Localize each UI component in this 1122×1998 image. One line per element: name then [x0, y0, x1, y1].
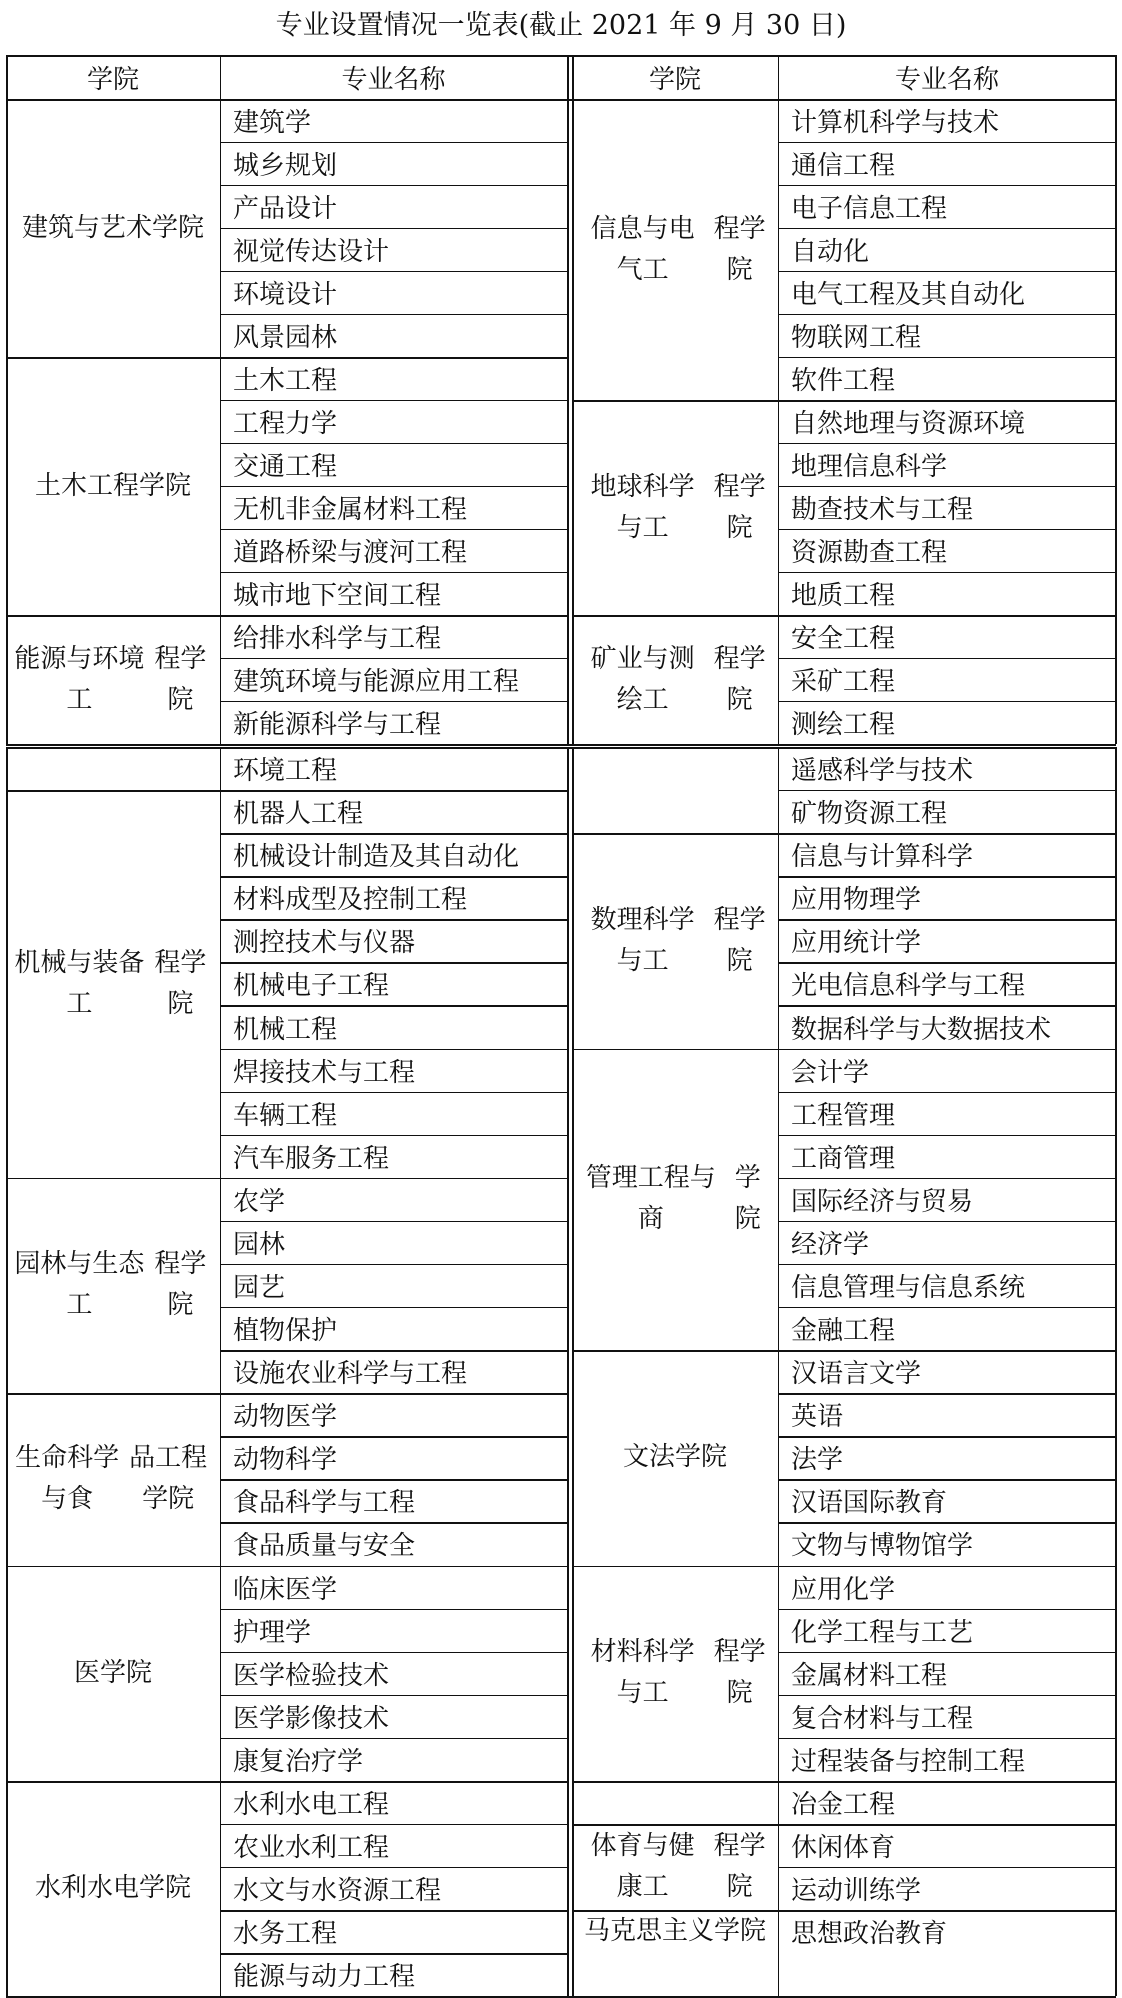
major-name-cell: 通信工程 [791, 151, 896, 181]
college-name-line: 机械与装备工 [14, 947, 145, 1019]
row-divider [220, 1824, 567, 1825]
table-border [6, 55, 8, 744]
major-name-cell: 机械电子工程 [233, 971, 390, 1002]
college-cell [572, 99, 778, 400]
major-name-cell: 园艺 [233, 1272, 286, 1303]
group-divider [572, 1910, 1116, 1912]
table-border [6, 55, 1116, 57]
group-divider [6, 1781, 567, 1783]
row-divider [778, 1609, 1116, 1610]
row-divider [220, 142, 567, 143]
college-cell [6, 357, 220, 615]
row-divider [220, 185, 567, 186]
major-name-cell: 汉语言文学 [791, 1359, 922, 1390]
major-name-cell: 勘查技术与工程 [791, 495, 974, 525]
major-name-cell: 园林 [233, 1229, 286, 1260]
college-name-line: 数理科学与工 [590, 904, 695, 976]
college-name-line: 马克思主义学 [583, 1916, 740, 1947]
major-name-cell: 金属材料工程 [791, 1660, 948, 1691]
college-name-line: 管理工程与商 [585, 1163, 716, 1235]
college-cell [6, 1393, 220, 1565]
college-cell [572, 833, 778, 1048]
row-divider [220, 1307, 567, 1308]
major-name-cell: 应用统计学 [791, 928, 922, 959]
major-name-cell: 水利水电工程 [233, 1789, 390, 1820]
major-name-cell: 能源与动力工程 [233, 1962, 416, 1993]
major-name-cell: 工程管理 [791, 1100, 896, 1131]
row-divider [778, 529, 1116, 530]
row-divider [220, 1135, 567, 1136]
college-cell [572, 1781, 778, 1824]
college-name-line: 土木工程学院 [34, 470, 191, 501]
major-name-cell: 水文与水资源工程 [233, 1876, 442, 1907]
group-divider [6, 357, 567, 359]
row-divider [220, 919, 567, 920]
group-divider [572, 1566, 1116, 1568]
row-divider [220, 1436, 567, 1437]
group-divider [6, 615, 567, 617]
row-divider [778, 1178, 1116, 1179]
row-divider [778, 443, 1116, 444]
major-name-cell: 交通工程 [233, 452, 338, 482]
major-name-cell: 农学 [233, 1186, 286, 1217]
college-name-line: 地球科学与工 [590, 471, 695, 543]
row-divider [220, 1652, 567, 1653]
group-divider [572, 400, 1116, 402]
row-divider [778, 1221, 1116, 1222]
grid-line-v [572, 55, 574, 744]
row-divider [778, 962, 1116, 963]
major-name-cell: 国际经济与贸易 [791, 1186, 974, 1217]
row-divider [778, 142, 1116, 143]
major-name-cell: 安全工程 [791, 624, 896, 654]
major-name-cell: 无机非金属材料工程 [233, 495, 468, 525]
table-border [6, 747, 1116, 749]
major-name-cell: 食品质量与安全 [233, 1531, 416, 1562]
major-name-cell: 植物保护 [233, 1316, 338, 1347]
major-name-cell: 休闲体育 [791, 1833, 896, 1864]
row-divider [778, 1393, 1116, 1394]
row-divider [220, 1092, 567, 1093]
grid-line-v [778, 747, 779, 1996]
row-divider [778, 1652, 1116, 1653]
major-name-cell: 软件工程 [791, 366, 896, 396]
header-divider [6, 99, 1116, 101]
row-divider [778, 658, 1116, 659]
major-name-cell: 地质工程 [791, 581, 896, 611]
grid-line-v [572, 747, 574, 1996]
row-divider [220, 833, 567, 834]
row-divider [220, 1910, 567, 1911]
table-border [1115, 747, 1117, 1996]
major-name-cell: 动物医学 [233, 1402, 338, 1433]
major-name-cell: 康复治疗学 [233, 1746, 364, 1777]
row-divider [778, 701, 1116, 702]
major-name-cell: 环境设计 [233, 280, 338, 310]
row-divider [778, 1436, 1116, 1437]
row-divider [220, 1609, 567, 1610]
major-name-cell: 建筑环境与能源应用工程 [233, 667, 520, 697]
row-divider [778, 1479, 1116, 1480]
row-divider [220, 228, 567, 229]
college-name-line: 程学院 [713, 1637, 766, 1709]
college-name-line: 院 [178, 212, 205, 243]
college-cell [6, 99, 220, 357]
row-divider [778, 1264, 1116, 1265]
college-cell [572, 1566, 778, 1781]
group-divider [572, 833, 1116, 835]
major-name-cell: 道路桥梁与渡河工程 [233, 538, 468, 568]
row-divider [778, 314, 1116, 315]
major-name-cell: 设施农业科学与工程 [233, 1359, 468, 1390]
group-divider [6, 1566, 567, 1568]
major-name-cell: 地理信息科学 [791, 452, 948, 482]
college-cell [572, 747, 778, 833]
college-name-line: 程学院 [154, 947, 207, 1019]
college-cell [6, 1781, 220, 1996]
group-divider [572, 1350, 1116, 1352]
major-name-cell: 环境工程 [233, 756, 338, 787]
major-name-cell: 机器人工程 [233, 799, 364, 830]
major-name-cell: 电子信息工程 [791, 194, 948, 224]
row-divider [220, 486, 567, 487]
major-name-cell: 复合材料与工程 [791, 1703, 974, 1734]
college-name-line: 信息与电气工 [590, 213, 695, 285]
row-divider [220, 1953, 567, 1954]
major-name-cell: 金融工程 [791, 1316, 896, 1347]
header-college-right: 学院 [648, 64, 701, 95]
major-name-cell: 文物与博物馆学 [791, 1531, 974, 1562]
major-name-cell: 产品设计 [233, 194, 338, 224]
major-name-cell: 汉语国际教育 [791, 1488, 948, 1519]
group-divider [572, 1824, 1116, 1826]
row-divider [220, 1005, 567, 1006]
major-name-cell: 土木工程 [233, 366, 338, 396]
college-name-line: 生命科学与食 [15, 1443, 120, 1515]
college-name-line: 程学院 [713, 471, 766, 543]
grid-line-v [220, 55, 221, 744]
header-college-left: 学院 [86, 64, 139, 95]
major-name-cell: 数据科学与大数据技术 [791, 1014, 1052, 1045]
row-divider [220, 1049, 567, 1050]
major-name-cell: 遥感科学与技术 [791, 756, 974, 787]
major-name-cell: 自动化 [791, 237, 870, 267]
major-name-cell: 城市地下空间工程 [233, 581, 442, 611]
row-divider [220, 701, 567, 702]
college-cell [572, 1910, 778, 1953]
row-divider [778, 1005, 1116, 1006]
major-name-cell: 给排水科学与工程 [233, 624, 442, 654]
group-divider [6, 1178, 567, 1180]
college-name-line: 园林与生态工 [14, 1249, 145, 1321]
major-name-cell: 采矿工程 [791, 667, 896, 697]
college-name-line: 程学院 [154, 1249, 207, 1321]
row-divider [220, 1264, 567, 1265]
major-name-cell: 新能源科学与工程 [233, 710, 442, 740]
major-name-cell: 自然地理与资源环境 [791, 409, 1026, 439]
major-name-cell: 信息管理与信息系统 [791, 1272, 1026, 1303]
major-name-cell: 法学 [791, 1445, 844, 1476]
major-name-cell: 电气工程及其自动化 [791, 280, 1026, 310]
major-name-cell: 食品科学与工程 [233, 1488, 416, 1519]
major-name-cell: 经济学 [791, 1229, 870, 1260]
college-cell [6, 790, 220, 1178]
major-name-cell: 物联网工程 [791, 323, 922, 353]
major-name-cell: 应用化学 [791, 1574, 896, 1605]
row-divider [220, 1221, 567, 1222]
row-divider [778, 1307, 1116, 1308]
row-divider [778, 876, 1116, 877]
major-name-cell: 视觉传达设计 [233, 237, 390, 267]
row-divider [778, 1135, 1116, 1136]
college-cell [572, 400, 778, 615]
row-divider [220, 400, 567, 401]
major-name-cell: 材料成型及控制工程 [233, 885, 468, 916]
row-divider [220, 1738, 567, 1739]
college-cell [6, 615, 220, 744]
college-name-line: 程学院 [154, 643, 207, 715]
major-name-cell: 工商管理 [791, 1143, 896, 1174]
row-divider [778, 572, 1116, 573]
major-name-cell: 冶金工程 [791, 1789, 896, 1820]
row-divider [778, 1867, 1116, 1868]
major-name-cell: 医学影像技术 [233, 1703, 390, 1734]
header-major-right: 专业名称 [894, 64, 999, 95]
major-name-cell: 动物科学 [233, 1445, 338, 1476]
major-name-cell: 水务工程 [233, 1919, 338, 1950]
major-name-cell: 英语 [791, 1402, 844, 1433]
table-border [6, 747, 8, 1996]
college-name-line: 程学院 [713, 904, 766, 976]
major-name-cell: 临床医学 [233, 1574, 338, 1605]
grid-line-v [778, 55, 779, 744]
row-divider [220, 1867, 567, 1868]
college-name-line: 体育与健康工 [590, 1831, 695, 1903]
major-name-cell: 护理学 [233, 1617, 312, 1648]
row-divider [778, 1695, 1116, 1696]
major-name-cell: 资源勘查工程 [791, 538, 948, 568]
college-name-line: 程学院 [713, 1831, 766, 1903]
row-divider [778, 790, 1116, 791]
major-name-cell: 会计学 [791, 1057, 870, 1088]
document-title: 专业设置情况一览表(截止 2021 年 9 月 30 日) [275, 10, 847, 41]
major-name-cell: 农业水利工程 [233, 1833, 390, 1864]
row-divider [220, 314, 567, 315]
major-name-cell: 车辆工程 [233, 1100, 338, 1131]
major-name-cell: 建筑学 [233, 108, 312, 138]
major-name-cell: 应用物理学 [791, 885, 922, 916]
major-name-cell: 化学工程与工艺 [791, 1617, 974, 1648]
table-border [1115, 55, 1117, 744]
header-major-left: 专业名称 [341, 64, 446, 95]
group-divider [572, 615, 1116, 617]
major-name-cell: 过程装备与控制工程 [791, 1746, 1026, 1777]
college-name-line: 文法学院 [622, 1442, 727, 1473]
major-name-cell: 风景园林 [233, 323, 338, 353]
row-divider [778, 1522, 1116, 1523]
grid-line-v [567, 55, 569, 744]
grid-line-v [567, 747, 569, 1996]
major-name-cell: 信息与计算科学 [791, 842, 974, 873]
college-cell [6, 1566, 220, 1781]
major-name-cell: 计算机科学与技术 [791, 108, 1000, 138]
college-name-line: 能源与环境工 [14, 643, 145, 715]
college-name-line: 品工程学院 [129, 1443, 208, 1515]
college-name-line: 程学院 [713, 213, 766, 285]
major-name-cell: 焊接技术与工程 [233, 1057, 416, 1088]
college-name-line: 程学院 [713, 643, 766, 715]
major-name-cell: 汽车服务工程 [233, 1143, 390, 1174]
row-divider [778, 1092, 1116, 1093]
major-name-cell: 矿物资源工程 [791, 799, 948, 830]
row-divider [220, 658, 567, 659]
row-divider [778, 185, 1116, 186]
row-divider [220, 962, 567, 963]
row-divider [220, 876, 567, 877]
major-name-cell: 测绘工程 [791, 710, 896, 740]
major-name-cell: 城乡规划 [233, 151, 338, 181]
row-divider [220, 1350, 567, 1351]
major-name-cell: 工程力学 [233, 409, 338, 439]
college-name-line: 建筑与艺术学 [21, 212, 178, 243]
major-name-cell: 医学检验技术 [233, 1660, 390, 1691]
college-cell [6, 747, 220, 790]
college-cell [572, 1824, 778, 1910]
table-border [6, 744, 1116, 746]
group-divider [6, 1393, 567, 1395]
major-name-cell: 机械工程 [233, 1014, 338, 1045]
row-divider [220, 529, 567, 530]
row-divider [220, 572, 567, 573]
major-name-cell: 测控技术与仪器 [233, 928, 416, 959]
major-name-cell: 机械设计制造及其自动化 [233, 842, 520, 873]
major-name-cell: 思想政治教育 [791, 1919, 948, 1950]
row-divider [778, 486, 1116, 487]
row-divider [220, 1522, 567, 1523]
college-name-line: 材料科学与工 [590, 1637, 695, 1709]
college-name-line: 医学院 [73, 1657, 152, 1688]
group-divider [572, 1781, 1116, 1783]
row-divider [778, 228, 1116, 229]
row-divider [220, 1695, 567, 1696]
college-name-line: 水利水电学院 [34, 1873, 191, 1904]
row-divider [220, 271, 567, 272]
group-divider [572, 1049, 1116, 1051]
college-cell [572, 1049, 778, 1351]
row-divider [220, 1479, 567, 1480]
major-name-cell: 运动训练学 [791, 1876, 922, 1907]
college-cell [572, 1350, 778, 1565]
row-divider [778, 271, 1116, 272]
college-name-line: 院 [740, 1916, 767, 1947]
group-divider [6, 790, 567, 792]
college-name-line: 学院 [734, 1163, 761, 1235]
college-cell [6, 1178, 220, 1393]
row-divider [778, 357, 1116, 358]
major-name-cell: 光电信息科学与工程 [791, 971, 1026, 1002]
college-cell [572, 615, 778, 744]
grid-line-v [220, 747, 221, 1996]
row-divider [220, 443, 567, 444]
college-name-line: 矿业与测绘工 [590, 643, 695, 715]
row-divider [778, 1738, 1116, 1739]
row-divider [778, 919, 1116, 920]
